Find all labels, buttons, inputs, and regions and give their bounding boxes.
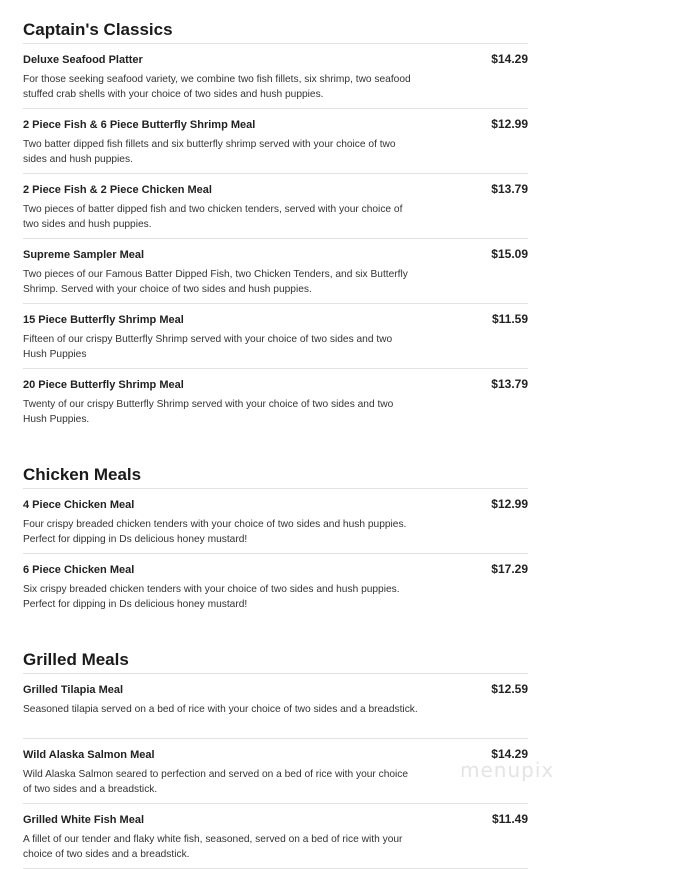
item-description: Fifteen of our crispy Butterfly Shrimp served with your choice of two sides and two Hush Puppies — [23, 334, 393, 360]
menu-item — [23, 674, 528, 739]
item-name: 4 Piece Chicken Meal — [23, 499, 135, 511]
item-price: $12.99 — [491, 117, 528, 131]
item-price: $13.79 — [491, 377, 528, 391]
item-name: 15 Piece Butterfly Shrimp Meal — [23, 314, 184, 326]
section-title: Chicken Meals — [23, 434, 528, 489]
item-price: $11.49 — [491, 812, 528, 826]
item-name: Wild Alaska Salmon Meal — [23, 749, 155, 761]
item-description: Seasoned tilapia served on a bed of rice with your choice of two sides and a breadstick. — [23, 704, 418, 715]
item-price: $14.29 — [491, 747, 528, 761]
menu-item — [23, 554, 528, 619]
item-price: $13.79 — [491, 182, 528, 196]
menu-item — [23, 489, 528, 554]
item-name: Grilled Tilapia Meal — [23, 684, 124, 696]
item-name: Grilled White Fish Meal — [23, 814, 145, 826]
item-price: $14.29 — [491, 52, 528, 66]
item-price: $15.09 — [491, 247, 528, 261]
item-description: For those seeking seafood variety, we combine two fish fillets, six shrimp, two seafood stuffed crab shells with your choice of two sides and hush puppies. — [23, 74, 411, 100]
menu-section-grilled-meals — [23, 619, 528, 869]
menu-item — [23, 304, 528, 369]
item-price: $12.99 — [491, 497, 528, 511]
section-title: Grilled Meals — [23, 619, 528, 674]
menu-item — [23, 109, 528, 174]
item-description: Wild Alaska Salmon seared to perfection and served on a bed of rice with your choice of two sides and a breadstick. — [23, 769, 409, 795]
section-title: Captain's Classics — [23, 0, 528, 44]
menu-item — [23, 369, 528, 434]
item-name: Deluxe Seafood Platter — [23, 54, 143, 66]
item-name: 2 Piece Fish & 2 Piece Chicken Meal — [23, 184, 212, 196]
item-description: Twenty of our crispy Butterfly Shrimp served with your choice of two sides and two Hush Puppies. — [23, 399, 394, 425]
item-price: $11.59 — [491, 312, 528, 326]
item-name: 2 Piece Fish & 6 Piece Butterfly Shrimp Meal — [23, 119, 256, 131]
item-name: 20 Piece Butterfly Shrimp Meal — [23, 379, 184, 391]
item-description: Two batter dipped fish fillets and six butterfly shrimp served with your choice of two sides and hush puppies. — [23, 139, 396, 165]
menu-item — [23, 239, 528, 304]
item-name: 6 Piece Chicken Meal — [23, 564, 135, 576]
menu-section-chicken-meals — [23, 434, 528, 619]
item-price: $17.29 — [491, 562, 528, 576]
item-description: Six crispy breaded chicken tenders with your choice of two sides and hush puppies. Perfect for dipping in Ds delicious honey mustard! — [23, 584, 400, 610]
item-description: Two pieces of our Famous Batter Dipped Fish, two Chicken Tenders, and six Butterfly Shrimp. Served with your choice of two sides and hush puppies. — [23, 269, 408, 295]
item-description: Two pieces of batter dipped fish and two chicken tenders, served with your choice of two sides and hush puppies. — [23, 204, 403, 230]
menu-item — [23, 739, 528, 804]
menu-item — [23, 174, 528, 239]
menu-section-captains-classics — [23, 0, 528, 434]
item-description: Four crispy breaded chicken tenders with your choice of two sides and hush puppies. Perfect for dipping in Ds delicious honey mustard! — [23, 519, 407, 545]
menupix-watermark: menupix — [460, 758, 555, 782]
item-name: Supreme Sampler Meal — [23, 249, 145, 261]
menu-item — [23, 804, 528, 869]
menu-item — [23, 44, 528, 109]
item-price: $12.59 — [491, 682, 528, 696]
item-description: A fillet of our tender and flaky white fish, seasoned, served on a bed of rice with your choice of two sides and a breadstick. — [23, 834, 403, 860]
menu-list — [23, 0, 528, 869]
